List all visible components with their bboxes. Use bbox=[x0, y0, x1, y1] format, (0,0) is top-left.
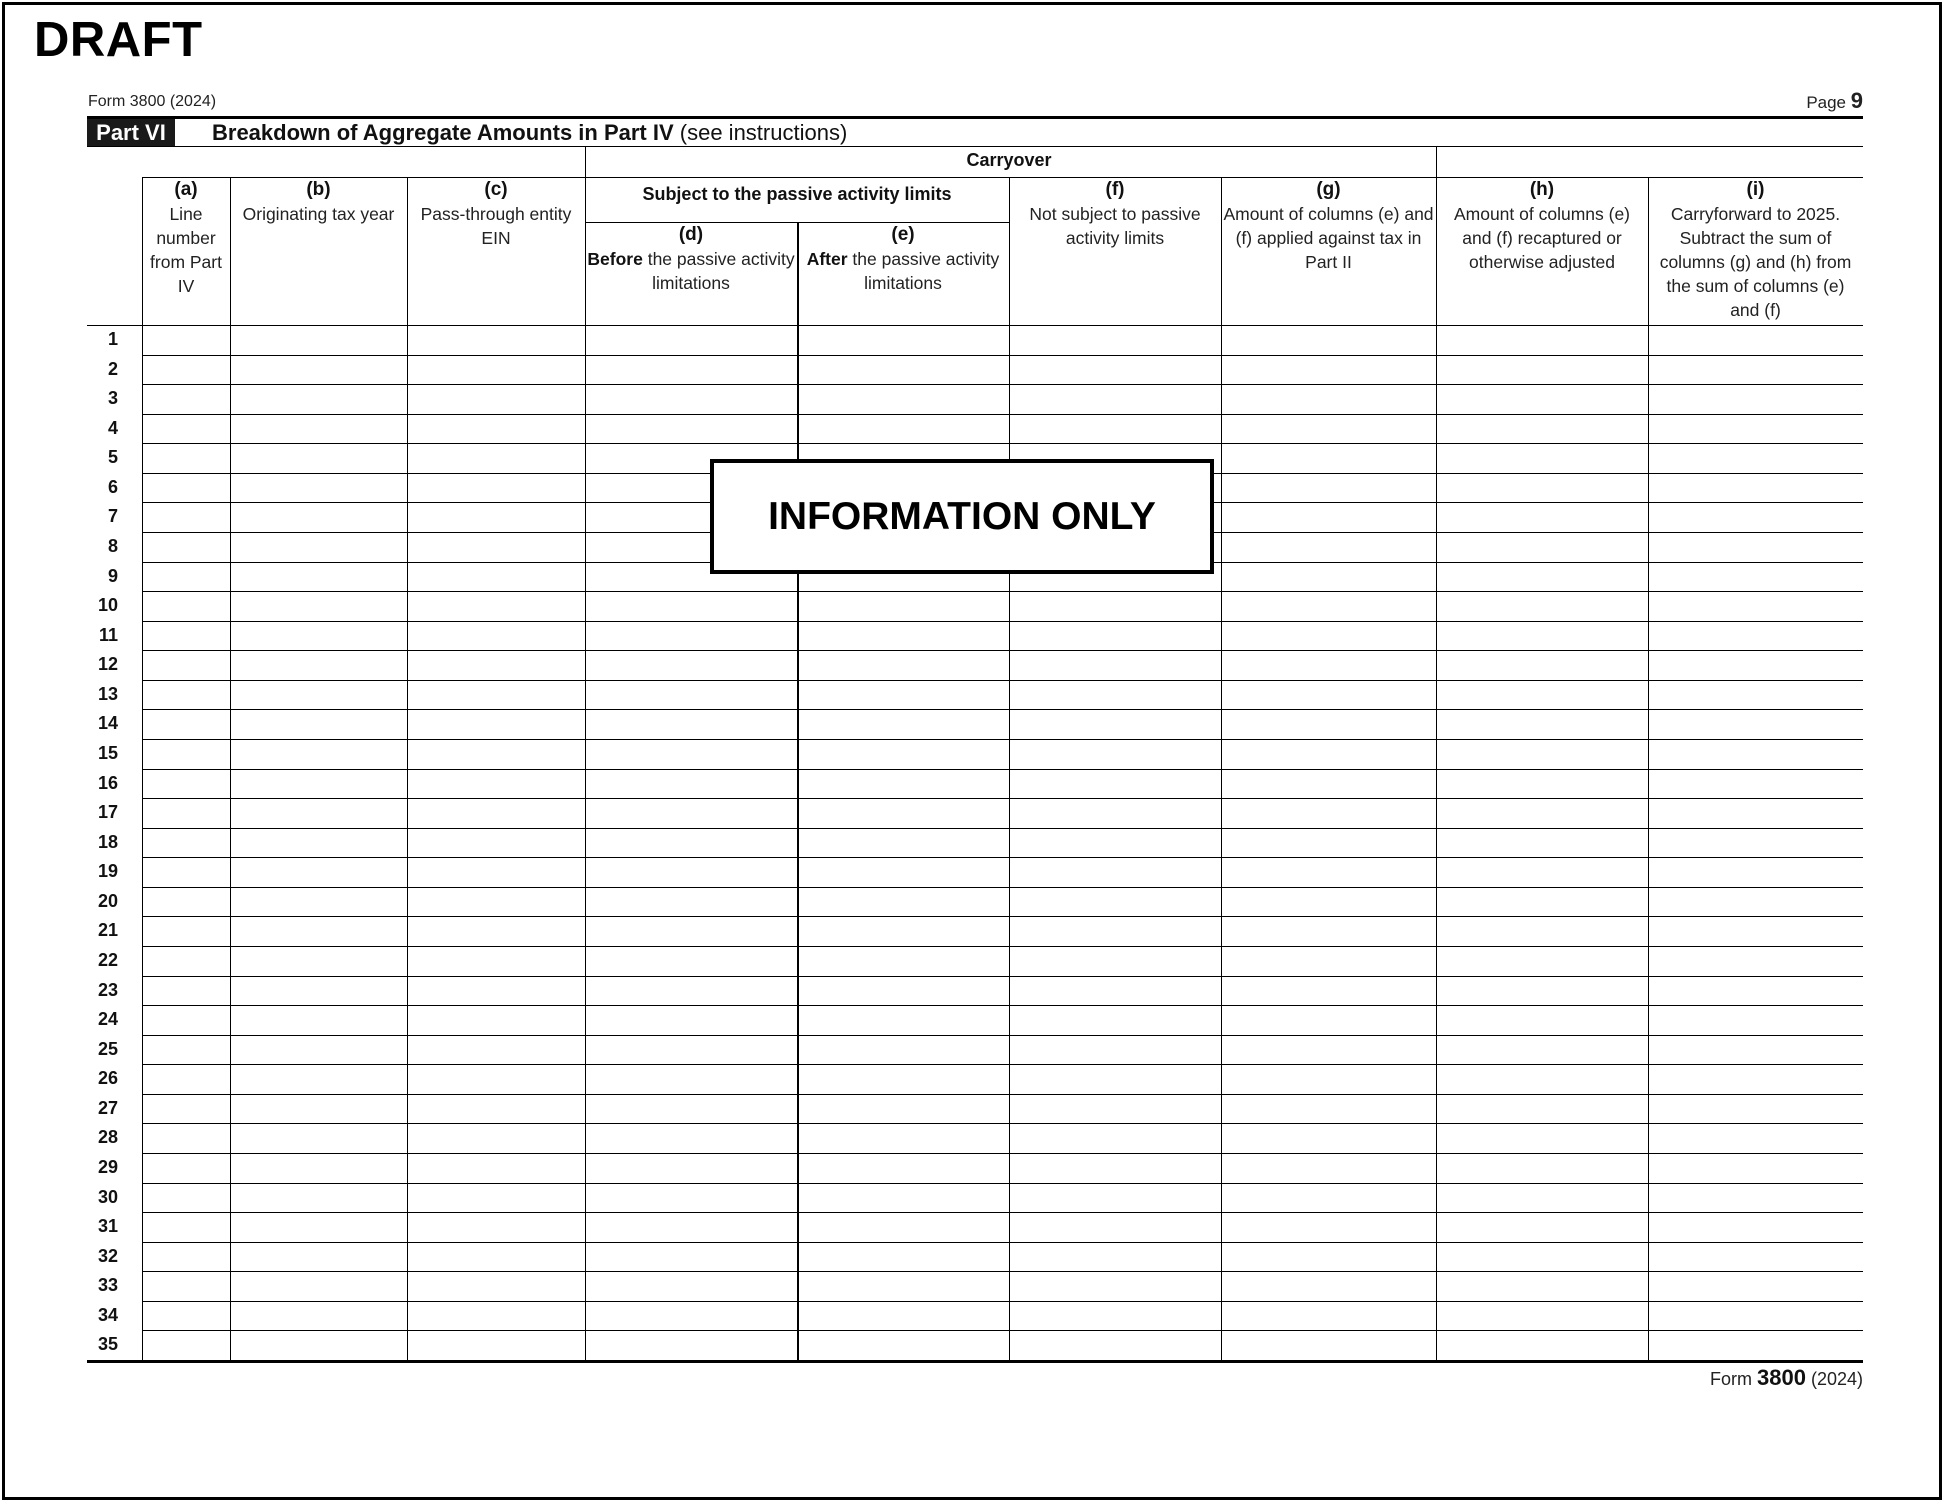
column-description bbox=[799, 247, 1007, 295]
column-header bbox=[1223, 178, 1434, 274]
draft-stamp: DRAFT bbox=[34, 13, 203, 67]
column-description: Carryforward to 2025. Subtract the sum of columns (g) and (h) from the sum of columns (e) and (f) bbox=[1659, 204, 1852, 320]
row-number: 3 bbox=[107, 388, 118, 408]
row-rule bbox=[142, 680, 1863, 681]
row-number: 17 bbox=[97, 802, 118, 822]
part-label: Part VI bbox=[87, 119, 175, 147]
row-number: 14 bbox=[97, 713, 118, 733]
column-description: Originating tax year bbox=[242, 204, 395, 224]
row-number: 24 bbox=[97, 1009, 118, 1029]
column-header bbox=[144, 178, 228, 298]
row-number: 31 bbox=[97, 1216, 118, 1236]
footer-year: (2024) bbox=[1810, 1369, 1863, 1389]
column-divider bbox=[585, 146, 586, 1360]
row-number: 15 bbox=[97, 743, 118, 763]
row-rule bbox=[142, 1330, 1863, 1331]
column-letter: (f) bbox=[1105, 179, 1125, 200]
carryover-divider bbox=[1436, 146, 1437, 177]
column-header bbox=[1011, 178, 1219, 250]
row-number: 27 bbox=[97, 1098, 118, 1118]
row-number: 16 bbox=[97, 773, 118, 793]
footer-form-number: 3800 bbox=[1757, 1365, 1806, 1390]
row-number: 1 bbox=[107, 329, 118, 349]
row-number: 2 bbox=[107, 359, 118, 379]
row-number: 20 bbox=[97, 891, 118, 911]
column-header bbox=[232, 178, 405, 226]
part-title-rest: (see instructions) bbox=[673, 120, 848, 145]
column-description: Amount of columns (e) and (f) recaptured or otherwise adjusted bbox=[1453, 204, 1631, 272]
column-header bbox=[587, 223, 795, 295]
row-rule bbox=[142, 1005, 1863, 1006]
row-rule bbox=[142, 1035, 1863, 1036]
column-description bbox=[587, 247, 795, 295]
row-rule bbox=[142, 591, 1863, 592]
row-rule bbox=[142, 828, 1863, 829]
row-number: 28 bbox=[97, 1127, 118, 1147]
row-rule bbox=[142, 650, 1863, 651]
row-rule bbox=[142, 1064, 1863, 1065]
column-description-text: the passive activity limitations bbox=[847, 249, 1000, 293]
row-number: 13 bbox=[97, 684, 118, 704]
column-header bbox=[1650, 178, 1861, 322]
column-description-text: the passive activity limitations bbox=[642, 249, 795, 293]
carryover-heading: Carryover bbox=[966, 150, 1052, 170]
header-bottom-rule bbox=[87, 325, 1863, 326]
row-rule bbox=[142, 709, 1863, 710]
row-rule bbox=[142, 1153, 1863, 1154]
column-letter: (e) bbox=[891, 224, 915, 245]
row-rule bbox=[142, 739, 1863, 740]
column-description-emphasis: Before bbox=[587, 249, 643, 269]
row-number: 10 bbox=[97, 595, 118, 615]
column-letter: (b) bbox=[306, 179, 331, 200]
row-rule bbox=[142, 621, 1863, 622]
row-number: 23 bbox=[97, 980, 118, 1000]
footer-prefix: Form bbox=[1709, 1369, 1752, 1389]
column-header bbox=[409, 178, 583, 250]
column-letter: (c) bbox=[484, 179, 508, 200]
row-number: 33 bbox=[97, 1275, 118, 1295]
column-header bbox=[1438, 178, 1646, 274]
part-title-bold: Breakdown of Aggregate Amounts in Part IV bbox=[212, 120, 674, 145]
row-number: 5 bbox=[107, 447, 118, 467]
column-letter: (d) bbox=[678, 224, 704, 245]
row-rule bbox=[142, 1242, 1863, 1243]
row-rule bbox=[142, 887, 1863, 888]
row-rule bbox=[142, 916, 1863, 917]
row-number: 29 bbox=[97, 1157, 118, 1177]
row-rule bbox=[142, 857, 1863, 858]
column-description: Amount of columns (e) and (f) applied against tax in Part II bbox=[1223, 204, 1434, 272]
form-footer bbox=[1710, 1365, 1863, 1391]
row-number: 19 bbox=[97, 861, 118, 881]
row-rule bbox=[142, 384, 1863, 385]
row-number: 7 bbox=[107, 506, 118, 526]
column-divider bbox=[797, 222, 799, 1360]
row-rule bbox=[87, 1360, 1863, 1363]
row-number: 22 bbox=[97, 950, 118, 970]
row-number: 8 bbox=[107, 536, 118, 556]
column-letter: (h) bbox=[1529, 179, 1555, 200]
column-header bbox=[799, 223, 1007, 295]
column-description: Pass-through entity EIN bbox=[420, 204, 572, 248]
row-rule bbox=[142, 414, 1863, 415]
row-rule bbox=[142, 1212, 1863, 1213]
row-rule bbox=[142, 443, 1863, 444]
form-id-header: Form 3800 (2024) bbox=[88, 93, 217, 110]
row-number: 12 bbox=[97, 654, 118, 674]
row-rule bbox=[142, 355, 1863, 356]
column-letter: (i) bbox=[1746, 179, 1765, 200]
row-rule bbox=[142, 1094, 1863, 1095]
row-rule bbox=[142, 1183, 1863, 1184]
passive-limits-heading: Subject to the passive activity limits bbox=[642, 184, 952, 204]
row-number: 35 bbox=[97, 1334, 118, 1354]
row-number: 6 bbox=[107, 477, 118, 497]
row-number: 34 bbox=[97, 1305, 118, 1325]
information-only-watermark: INFORMATION ONLY bbox=[710, 459, 1214, 574]
row-rule bbox=[142, 1123, 1863, 1124]
row-number: 30 bbox=[97, 1187, 118, 1207]
page-number-value: 9 bbox=[1850, 88, 1863, 113]
column-description-emphasis: After bbox=[806, 249, 848, 269]
row-number: 4 bbox=[107, 418, 118, 438]
row-rule bbox=[142, 769, 1863, 770]
row-rule bbox=[142, 946, 1863, 947]
row-number: 32 bbox=[97, 1246, 118, 1266]
row-number: 21 bbox=[97, 920, 118, 940]
row-number: 9 bbox=[107, 566, 118, 586]
row-rule bbox=[142, 798, 1863, 799]
row-rule bbox=[142, 1271, 1863, 1272]
row-rule bbox=[142, 1301, 1863, 1302]
row-rule bbox=[142, 976, 1863, 977]
row-number: 25 bbox=[97, 1039, 118, 1059]
page-label: Page bbox=[1806, 93, 1847, 112]
row-number: 11 bbox=[98, 625, 118, 645]
row-number: 18 bbox=[97, 832, 118, 852]
column-description: Line number from Part IV bbox=[150, 204, 222, 296]
column-letter: (g) bbox=[1316, 179, 1341, 200]
column-description: Not subject to passive activity limits bbox=[1029, 204, 1201, 248]
row-number: 26 bbox=[97, 1068, 118, 1088]
column-letter: (a) bbox=[174, 179, 198, 200]
